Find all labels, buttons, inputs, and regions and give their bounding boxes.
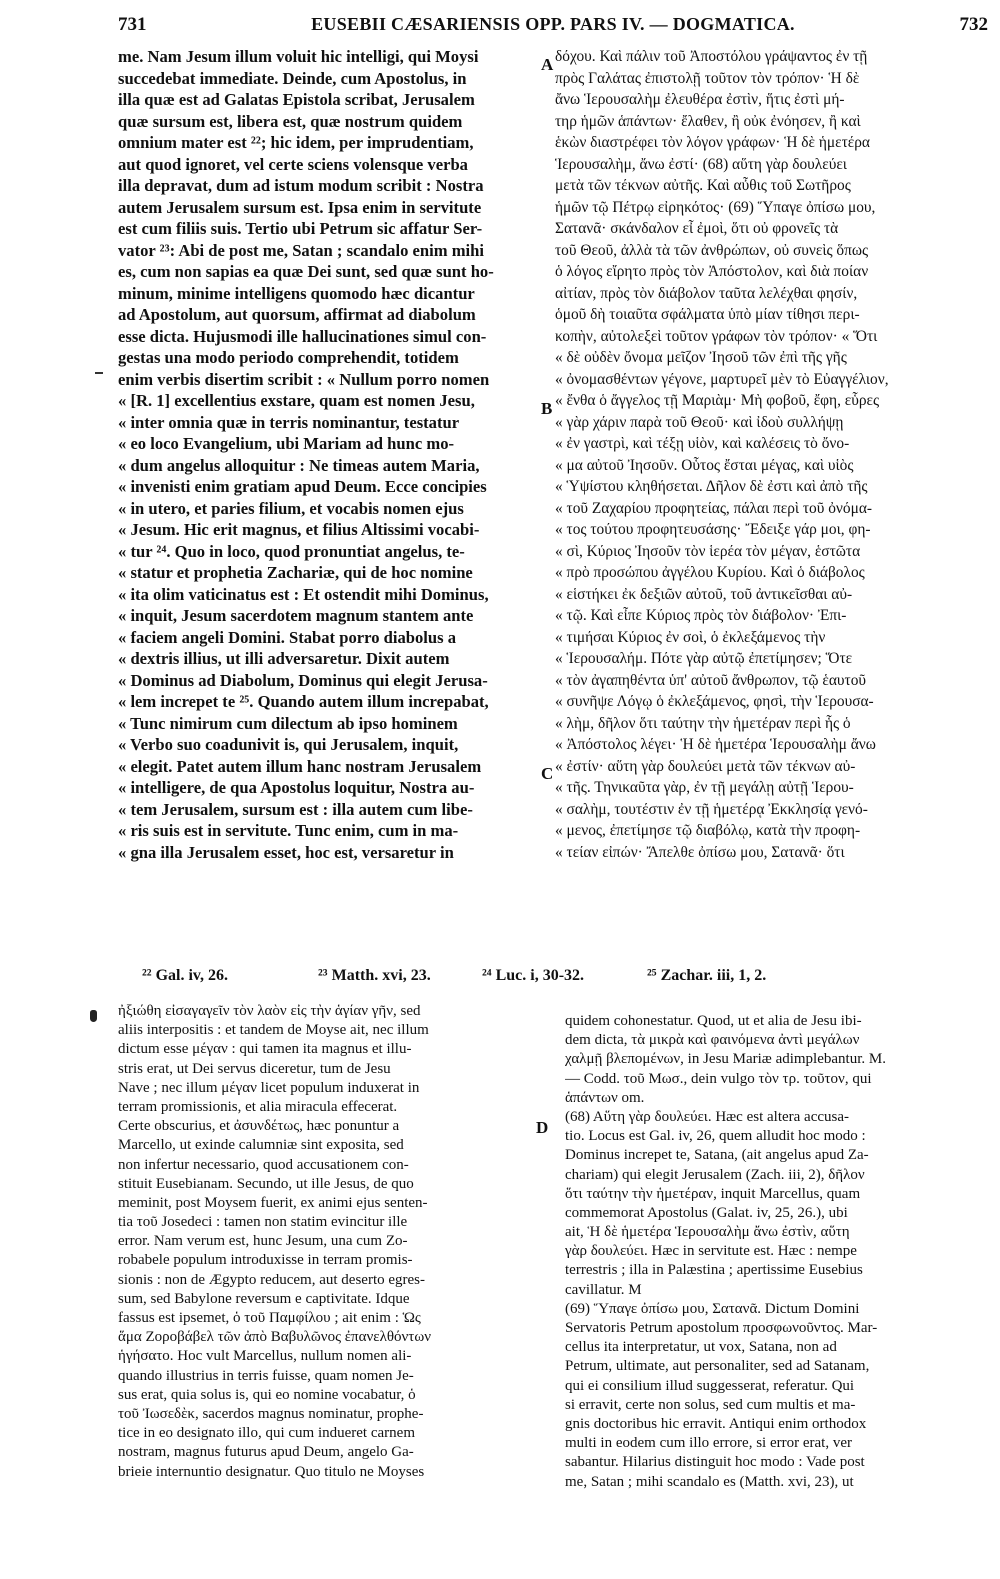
note-text-line: brieie internuntio designatur. Quo titulo ne Moyses bbox=[118, 1463, 425, 1480]
note-text-line: terrestris ; illa in Palæstina ; apertissime Eusebius bbox=[565, 1262, 863, 1279]
note-text-line: ὅτι ταύτην τὴν ἡμετέραν, inquit Marcellus, quam bbox=[565, 1185, 861, 1202]
note-text-line: tio. Locus est Gal. iv, 26, quem alludit hoc modo : bbox=[565, 1128, 866, 1145]
latin-text-line: « inquit, Jesum sacerdotem magnum stantem ante bbox=[118, 606, 474, 625]
greek-text-line: « ἔνθα ὁ ἄγγελος τῇ Μαριὰμ· Μὴ φοβοῦ, ἔφη, εὗρες bbox=[555, 392, 880, 409]
greek-text-line: « τῆς. Τηνικαῦτα γὰρ, ἐν τῇ μεγάλῃ αὐτῇ Ἱερου- bbox=[555, 779, 854, 796]
greek-text-line: « μα αὐτοῦ Ἰησοῦν. Οὗτος ἔσται μέγας, καὶ υἱὸς bbox=[555, 456, 854, 474]
latin-text-line: « ita olim vaticinatus est : Et ostendit mihi Dominus, bbox=[118, 584, 489, 604]
latin-text-line: succedebat immediate. Deinde, cum Apostolus, in bbox=[118, 68, 467, 88]
latin-text-line: « Dominus ad Diabolum, Dominus qui elegit Jerusa- bbox=[118, 670, 488, 690]
note-text-line: aliis interpositis : et tandem de Moyse ait, nec illum bbox=[118, 1022, 429, 1039]
margin-dash bbox=[95, 372, 103, 374]
greek-text-line: « σαλὴμ, τουτέστιν ἐν τῇ ἡμετέρᾳ Ἐκκλησίᾳ γενό- bbox=[555, 800, 868, 818]
note-text-line: Petrum, ultimate, aut personaliter, sed ad Satanam, bbox=[565, 1358, 870, 1375]
greek-text-line: μετὰ τῶν τέκνων αὐτῆς. Καὶ αὖθις τοῦ Σωτῆρος bbox=[555, 177, 851, 194]
note-text-line: chariam) qui elegit Jerusalem (Zach. iii, 2), δῆλον bbox=[565, 1166, 865, 1183]
footnote: ²² Gal. iv, 26. bbox=[142, 967, 229, 984]
latin-text-line: « [R. 1] excellentius exstare, quam est nomen Jesu, bbox=[118, 391, 475, 410]
greek-text-line: « ἐστίν· αὕτη γὰρ δουλεύει μετὰ τῶν τέκνων αὐ- bbox=[555, 757, 856, 775]
footnote: ²³ Matth. xvi, 23. bbox=[318, 967, 431, 984]
greek-text-line: « εἱστήκει ἐκ δεξιῶν αὐτοῦ, τοῦ ἀντικεῖσθαι αὐ- bbox=[555, 585, 853, 603]
latin-text-line: minum, minime intelligens quomodo hæc dicantur bbox=[118, 283, 475, 303]
latin-text-line: aut quod ignoret, vel certe sciens volensque verba bbox=[118, 154, 468, 174]
greek-text-line: « ἐν γαστρὶ, καὶ τέξῃ υἱὸν, καὶ καλέσεις τὸ ὄνο- bbox=[555, 435, 850, 452]
note-text-line: sionis : non de Ægypto reducem, aut deserto egres- bbox=[118, 1271, 426, 1288]
greek-text-line: « λὴμ, δῆλον ὅτι ταύτην τὴν ἡμετέραν περὶ ἧς ὁ bbox=[555, 714, 851, 732]
greek-text-line: « δὲ οὐδὲν ὄνομα μεῖζον Ἰησοῦ τῶν ἐπὶ τῆς γῆς bbox=[555, 349, 847, 366]
note-text-line: sum, sed Babylone reversum e captivitate. Idque bbox=[118, 1290, 410, 1307]
greek-text-line: πρὸς Γαλάτας ἐπιστολῇ τοῦτον τὸν τρόπον· Ἡ δὲ bbox=[555, 69, 860, 87]
note-text-line: tice in eo designato illo, qui cum indueret carnem bbox=[118, 1425, 415, 1442]
greek-text-line: « Ἀπόστολος λέγει· Ἡ δὲ ἡμετέρα Ἱερουσαλὴμ ἄνω bbox=[555, 736, 876, 753]
greek-text-line: ὁμοῦ δὴ τοιαῦτα σφάλματα ὑπὸ μίαν τίθησι περι- bbox=[555, 306, 860, 323]
margin-letter-c: C bbox=[541, 764, 554, 783]
note-text-line: error. Nam verum est, hunc Jesum, una cum Zo- bbox=[118, 1233, 408, 1250]
latin-text-line: « ris suis est in servitute. Tunc enim, cum in ma- bbox=[118, 821, 459, 840]
greek-text-line: « συνῆψε Λόγῳ ὁ ἐκλεξάμενος, φησὶ, τὴν Ἱερουσα- bbox=[555, 693, 874, 710]
greek-text-line: « τιμήσαι Κύριος ἐν σοὶ, ὁ ἐκλεξάμενος τὴν bbox=[555, 628, 826, 646]
note-text-line: fassus est ipsemet, ὁ τοῦ Παμφίλου ; ait enim : Ὡς bbox=[118, 1310, 421, 1326]
latin-text-line: « eo loco Evangelium, ubi Mariam ad hunc mo- bbox=[118, 434, 455, 453]
note-text-line: τοῦ Ἰωσεδὲκ, sacerdos magnus nominatur, prophe- bbox=[118, 1405, 424, 1422]
note-text-line: sus erat, quia solus is, qui eo nomine vocabatur, ὁ bbox=[118, 1386, 416, 1403]
note-text-line: me, Satan ; mihi scandalo es (Matth. xvi, 23), ut bbox=[565, 1473, 854, 1490]
note-text-line: quidem cohonestatur. Quod, ut et alia de Jesu ibi- bbox=[565, 1013, 862, 1029]
note-text-line: dem dicta, τὰ μικρὰ καὶ φαινόμενα ἀντὶ μεγάλων bbox=[565, 1032, 860, 1049]
note-text-line: (68) Αὕτη γὰρ δουλεύει. Hæc est altera accusa- bbox=[565, 1108, 850, 1125]
greek-text-line: αἰτίαν, πρὸς τὸν διάβολον ταῦτα λελέχθαι φησίν, bbox=[555, 284, 858, 302]
greek-text-line: τοῦ Θεοῦ, ἀλλὰ τὰ τῶν ἀνθρώπων, οὐ συνεὶς ὅπως bbox=[555, 241, 869, 259]
note-text-line: quando illustrius in terris fuisse, quam nomen Je- bbox=[118, 1367, 414, 1384]
latin-text-line: « tur ²⁴. Quo in loco, quod pronuntiat angelus, te- bbox=[118, 541, 465, 561]
notes-left-column bbox=[118, 1002, 538, 1482]
note-text-line: Dominus increpet te, Satana, (ait angelus apud Za- bbox=[565, 1147, 869, 1164]
margin-letter-a: A bbox=[541, 55, 554, 74]
bullet-mark-icon bbox=[90, 1010, 97, 1022]
note-text-line: stris erat, ut Dei servus diceretur, tum de Jesu bbox=[118, 1060, 391, 1077]
greek-text-line: « τος τούτου προφητευσάσης· Ἔδειξε γάρ μοι, φη- bbox=[555, 521, 871, 538]
note-text-line: cavillatur. M bbox=[565, 1281, 642, 1298]
greek-text-line: « σὶ, Κύριος Ἰησοῦν τὸν ἱερέα τὸν μέγαν, ἑστῶτα bbox=[555, 542, 861, 560]
note-text-line: meminit, post Moysem fuerit, ex animi ejus senten- bbox=[118, 1194, 428, 1211]
note-text-line: non infertur necessario, quod accusationem con- bbox=[118, 1156, 409, 1173]
note-text-line: Certe obscurius, et ἀσυνδέτως, hæc ponuntur a bbox=[118, 1118, 400, 1135]
latin-text-line: est cum filiis suis. Tertio ubi Petrum sic affatur Ser- bbox=[118, 219, 483, 238]
latin-text-line: vator ²³: Abi de post me, Satan ; scandalo enim mihi bbox=[118, 240, 484, 260]
margin-letter-b: B bbox=[541, 399, 553, 418]
latin-text-line: « dum angelus alloquitur : Ne timeas autem Maria, bbox=[118, 455, 480, 475]
latin-text-line: enim verbis disertim scribit : « Nullum porro nomen bbox=[118, 369, 490, 389]
note-text-line: stituit Eusebianam. Secundo, ut ille Jesus, de quo bbox=[118, 1175, 414, 1192]
page-number-left: 731 bbox=[118, 14, 147, 35]
greek-text-line: Σατανᾶ· σκάνδαλον εἶ ἐμοὶ, ὅτι οὐ φρονεῖς τὰ bbox=[555, 220, 839, 237]
note-text-line: ἁπάντων om. bbox=[565, 1089, 645, 1106]
greek-text-line: τηρ ἡμῶν ἁπάντων· ἔλαθεν, ἢ οὐκ ἐνόησεν, ἢ καὶ bbox=[555, 112, 861, 130]
note-text-line: γὰρ δουλεύει. Hæc in servitute est. Hæc : nempe bbox=[565, 1243, 857, 1260]
note-text-line: ἅμα Ζοροβάβελ τῶν ἀπὸ Βαβυλῶνος ἐπανελθόντων bbox=[118, 1329, 431, 1346]
note-text-line: Servatoris Petrum apostolum προσφωνοῦντος. Mar- bbox=[565, 1320, 878, 1336]
running-header bbox=[118, 14, 988, 44]
latin-text-line: « tem Jerusalem, sursum est : illa autem cum libe- bbox=[118, 799, 473, 819]
latin-text-line: « statur et prophetia Zachariæ, qui de hoc nomine bbox=[118, 563, 473, 582]
note-text-line: si erravit, certe non solus, sed cum multis et ma- bbox=[565, 1396, 856, 1413]
latin-column bbox=[118, 46, 543, 863]
note-text-line: dictum esse μέγαν : qui tamen ita magnus et illu- bbox=[118, 1041, 412, 1058]
note-text-line: Marcello, ut exinde calumniæ sint exposita, sed bbox=[118, 1137, 404, 1154]
note-text-line: cellus ita interpretatur, ut vox, Satana, non ad bbox=[565, 1339, 837, 1356]
note-text-line: robabele populum introduxisse in terram promis- bbox=[118, 1252, 413, 1269]
note-text-line: ἠξιώθη εἰσαγαγεῖν τὸν λαὸν εἰς τὴν ἁγίαν γῆν, sed bbox=[118, 1003, 421, 1019]
latin-text-line: « lem increpet te ²⁵. Quando autem illum increpabat, bbox=[118, 692, 489, 711]
note-text-line: Nave ; nec illum μέγαν licet populum induxerat in bbox=[118, 1079, 420, 1096]
latin-text-line: « in utero, et paries filium, et vocabis nomen ejus bbox=[118, 498, 464, 518]
note-text-line: tia τοῦ Josedeci : tamen non statim evincitur ille bbox=[118, 1214, 408, 1231]
footnote: ²⁴ Luc. i, 30-32. bbox=[482, 967, 585, 984]
greek-text-line: κοπὴν, αὐτολεξεὶ τοῦτον γράφων τὸν τρόπον· « Ὅτι bbox=[555, 327, 878, 345]
latin-text-line: « intelligere, de qua Apostolus loquitur, Nostra au- bbox=[118, 778, 475, 797]
greek-text-line: ἑκὼν διαστρέφει τὸν λόγον γράφων· Ἡ δὲ ἡμετέρα bbox=[555, 134, 870, 151]
note-text-line: qui ei consilium illud suggesserat, referatur. Qui bbox=[565, 1377, 855, 1394]
note-text-line: commemorat Apostolus (Galat. iv, 25, 26.), ubi bbox=[565, 1204, 848, 1221]
latin-text-line: « gna illa Jerusalem esset, hoc est, versaretur in bbox=[118, 842, 454, 862]
latin-text-line: autem Jerusalem sursum est. Ipsa enim in servitute bbox=[118, 197, 482, 217]
latin-text-line: ad Apostolum, aut quorsum, affirmat ad diabolum bbox=[118, 305, 476, 324]
note-text-line: nostram, magnus futurus apud Deum, angelo Ga- bbox=[118, 1444, 414, 1461]
latin-text-line: « dextris illius, ut illi adversaretur. Dixit autem bbox=[118, 649, 450, 668]
latin-text-line: me. Nam Jesum illum voluit hic intelligi, qui Moysi bbox=[118, 47, 479, 66]
note-text-line: χαλμῇ βλεπομένων, in Jesu Mariæ adimplebantur. M. bbox=[565, 1051, 886, 1068]
page-number-right: 732 bbox=[959, 14, 988, 35]
note-text-line: ait, Ἡ δὲ ἡμετέρα Ἱερουσαλὴμ ἄνω ἐστὶν, αὕτη bbox=[565, 1224, 850, 1241]
greek-text-line: « πρὸ προσώπου ἀγγέλου Κυρίου. Καὶ ὁ διάβολος bbox=[555, 564, 865, 581]
greek-column bbox=[555, 46, 987, 863]
latin-text-line: illa quæ est ad Galatas Epistola scribat, Jerusalem bbox=[118, 90, 475, 109]
greek-text-line: « ὀνομασθέντων γέγονε, μαρτυρεῖ μὲν τὸ Εὐαγγέλιον, bbox=[555, 370, 889, 388]
greek-text-line: « τὸν ἀγαπηθέντα ὑπ' αὐτοῦ ἄνθρωπον, τῷ ἑαυτοῦ bbox=[555, 671, 867, 689]
latin-text-line: es, cum non sapias ea quæ Dei sunt, sed quæ sunt ho- bbox=[118, 262, 494, 281]
note-text-line: sabantur. Hilarius distinguit hoc modo : Vade post bbox=[565, 1454, 865, 1471]
latin-text-line: « Verbo suo coadunivit is, qui Jerusalem, inquit, bbox=[118, 735, 459, 754]
latin-text-line: « invenisti enim gratiam apud Deum. Ecce concipies bbox=[118, 477, 487, 496]
note-text-line: gnis doctoribus hic erravit. Antiqui enim orthodox bbox=[565, 1415, 867, 1432]
latin-text-line: quæ sursum est, libera est, quæ nostrum quidem bbox=[118, 111, 463, 131]
greek-text-line: δόχου. Καὶ πάλιν τοῦ Ἀποστόλου γράψαντος ἐν τῇ bbox=[555, 48, 868, 65]
latin-text-line: « inter omnia quæ in terris nominantur, testatur bbox=[118, 412, 460, 432]
latin-text-line: « elegit. Patet autem illum hanc nostram Jerusalem bbox=[118, 756, 482, 776]
greek-text-line: « γὰρ χάριν παρὰ τοῦ Θεοῦ· καὶ ἰδοὺ συλλήψῃ bbox=[555, 413, 844, 431]
latin-text-line: « Jesum. Hic erit magnus, et filius Altissimi vocabi- bbox=[118, 520, 480, 539]
greek-text-line: « Ἱερουσαλήμ. Πότε γὰρ αὐτῷ ἐπετίμησεν; Ὅτε bbox=[555, 650, 853, 667]
latin-text-line: omnium mater est ²²; hic idem, per imprudentiam, bbox=[118, 133, 474, 152]
notes-right-column bbox=[565, 1012, 985, 1492]
greek-text-line: « τείαν εἰπών· Ἄπελθε ὀπίσω μου, Σατανᾶ· ὅτι bbox=[555, 843, 845, 861]
latin-text-line: « Tunc nimirum cum dilectum ab ipso hominem bbox=[118, 713, 458, 733]
greek-text-line: ὁ λόγος εἴρητο πρὸς τὸν Ἀπόστολον, καὶ διὰ ποίαν bbox=[555, 263, 869, 280]
footnote: ²⁵ Zachar. iii, 1, 2. bbox=[647, 967, 767, 984]
note-text-line: — Codd. τοῦ Μωσ., dein vulgo τὸν τρ. τοῦτον, qui bbox=[565, 1070, 872, 1087]
note-text-line: terram promissionis, et alia miracula effecerat. bbox=[118, 1098, 398, 1115]
latin-text-line: esse dicta. Hujusmodi ille hallucinationes simul con- bbox=[118, 326, 487, 346]
margin-letter-d: D bbox=[536, 1118, 549, 1137]
note-text-line: (69) Ὕπαγε ὀπίσω μου, Σατανᾶ. Dictum Domini bbox=[565, 1300, 860, 1317]
greek-text-line: ἡμῶν τῷ Πέτρῳ εἰρηκότος· (69) Ὕπαγε ὀπίσω μου, bbox=[555, 198, 876, 216]
greek-text-line: Ἱερουσαλὴμ, ἄνω ἐστί· (68) αὕτη γὰρ δουλεύει bbox=[555, 155, 847, 173]
greek-text-line: ἄνω Ἱερουσαλὴμ ἐλευθέρα ἐστὶν, ἥτις ἐστὶ μή- bbox=[555, 91, 845, 108]
footnote-line bbox=[142, 967, 982, 991]
greek-text-line: « τῷ. Καὶ εἶπε Κύριος πρὸς τὸν διάβολον· Ἐπι- bbox=[555, 607, 847, 624]
greek-text-line: « τοῦ Ζαχαρίου προφητείας, πάλαι περὶ τοῦ ὀνόμα- bbox=[555, 499, 873, 517]
note-text-line: multi in eodem cum illo errore, si error erat, ver bbox=[565, 1435, 852, 1452]
header-title: EUSEBII CÆSARIENSIS OPP. PARS IV. — DOGMATICA. bbox=[311, 14, 795, 34]
greek-text-line: « μενος, ἐπετίμησε τῷ διαβόλῳ, κατὰ τὴν προφη- bbox=[555, 822, 861, 839]
latin-text-line: gestas una modo periodo comprehendit, totidem bbox=[118, 348, 459, 367]
latin-text-line: « faciem angeli Domini. Stabat porro diabolus a bbox=[118, 627, 457, 647]
greek-text-line: « Ὑψίστου κληθήσεται. Δῆλον δὲ ἐστι καὶ ἀπὸ τῆς bbox=[555, 478, 868, 495]
latin-text-line: illa depravat, dum ad istum modum scribit : Nostra bbox=[118, 176, 484, 195]
note-text-line: ἡγήσατο. Hoc vult Marcellus, nullum nomen ali- bbox=[118, 1348, 412, 1365]
